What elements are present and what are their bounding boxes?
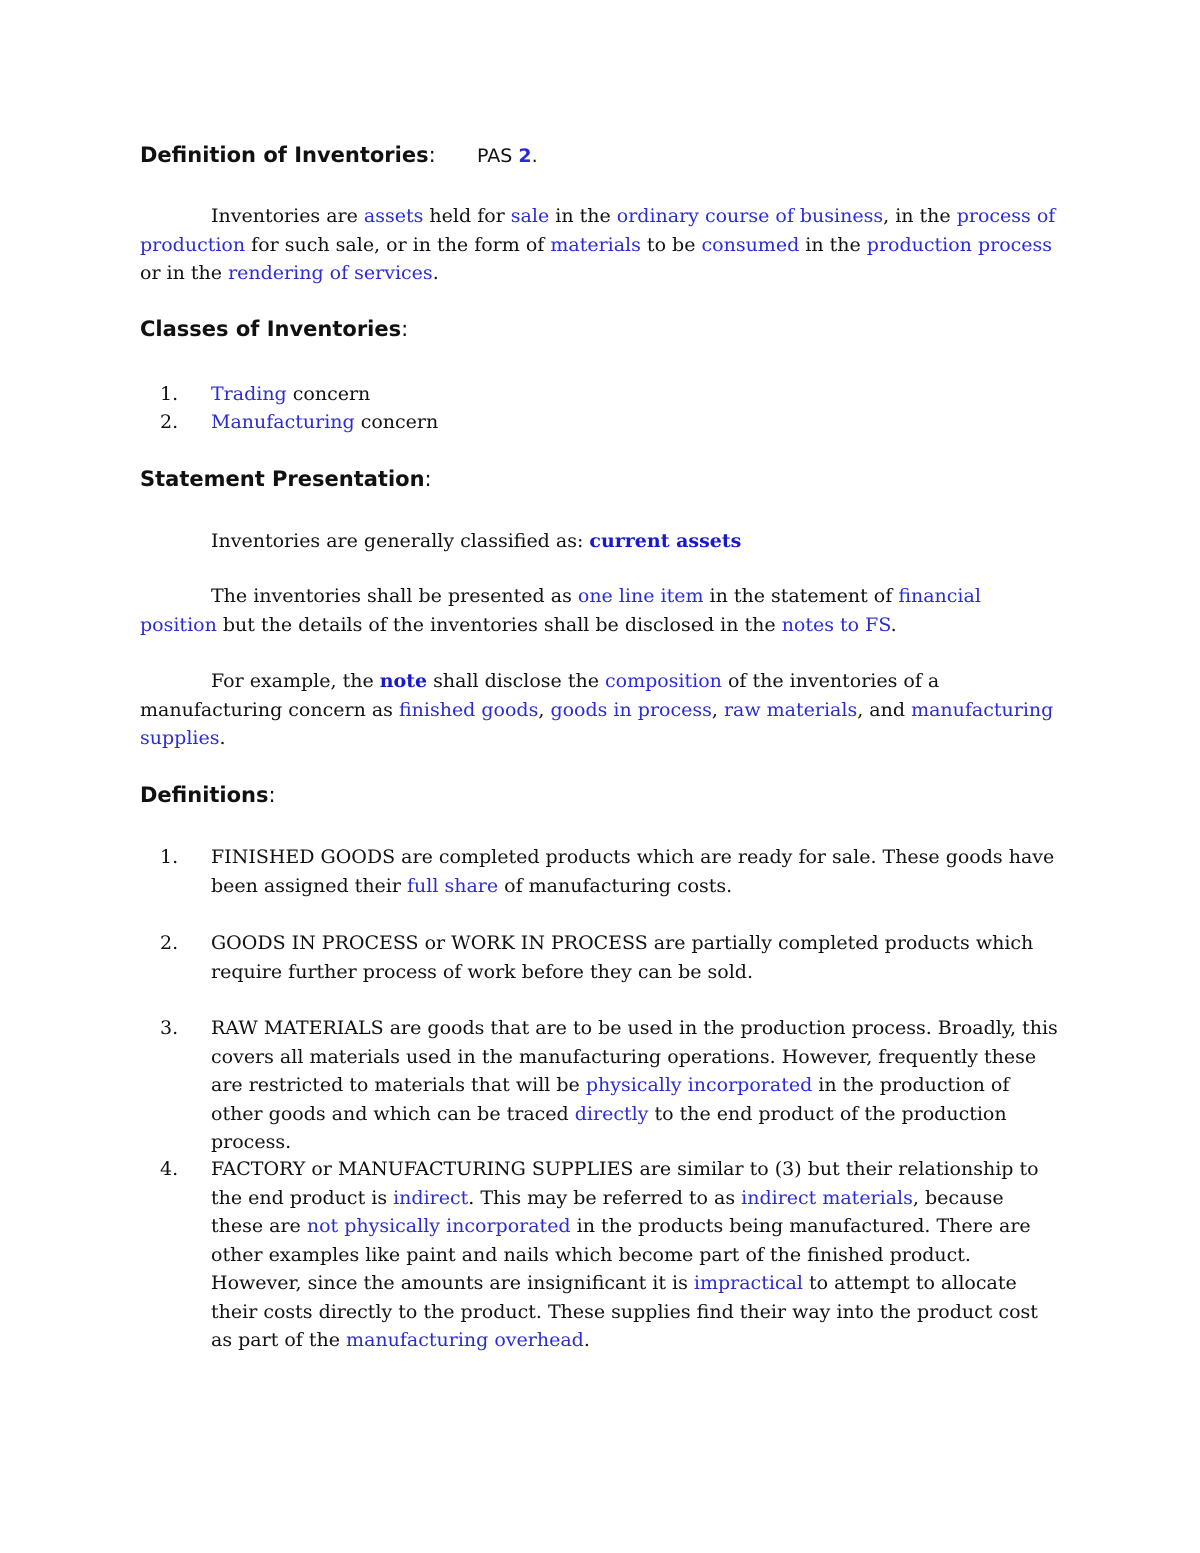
definition-text [211,1014,1061,1157]
heading-text: Classes of Inventories [140,317,402,341]
paragraph-presentation [140,582,1060,639]
list-number: 3. [160,1017,179,1039]
definition-text [211,929,1061,986]
text-run: in the [549,205,617,227]
highlighted-term: manufacturing overhead [346,1329,584,1351]
highlighted-term: manufacturing supplies [140,698,1054,749]
text-run: , in the [883,205,957,227]
text-run: The inventories shall be presented as [211,585,578,607]
text-run: in the statement of [703,585,899,607]
highlighted-term: consumed [701,233,800,256]
classification-value: current assets [589,530,742,552]
class-rest: concern [286,383,371,405]
text-run: to the end product of the production process. [211,1102,1007,1153]
highlighted-term: physically incorporated [585,1074,813,1096]
pas-number: 2 [518,145,532,167]
heading-definitions [140,783,276,807]
text-run: for such sale, or in the form of [245,233,551,256]
highlighted-term: materials [550,233,641,256]
highlighted-term: raw materials [723,698,858,721]
text-run: . [432,262,439,284]
highlighted-term: production process [866,233,1053,256]
definition-text [211,843,1061,900]
heading-definition-of-inventories [140,143,538,167]
text-run: . [890,613,897,636]
text-run: shall disclose the [427,670,605,692]
definition-text [211,1155,1061,1355]
text-run: , [711,698,724,721]
paragraph-example [140,667,1060,753]
highlighted-term: full share [407,874,499,897]
highlighted-term: goods in process [550,698,712,721]
list-number: 1. [160,383,179,405]
text-run: in the [799,233,867,256]
highlighted-term: impractical [693,1272,803,1294]
text-run: , [538,698,551,721]
highlighted-term: assets [363,205,424,227]
highlighted-term: sale [510,205,550,227]
list-number: 4. [160,1158,179,1180]
standard-reference [477,145,538,167]
text-run: . This may be referred to as [468,1186,742,1209]
highlighted-term: notes to FS [781,613,891,636]
text-run: of the inventories of a manufacturing concern as [140,670,940,721]
highlighted-term: indirect [393,1186,469,1209]
heading-colon: : [424,467,432,491]
text-run: GOODS IN PROCESS or WORK IN PROCESS are partially completed products which require further process of work before they can be sold. [211,932,1034,983]
highlighted-term: finished goods [398,698,539,721]
text-run: to be [640,233,702,256]
heading-text: Definition of Inventories [140,143,429,167]
heading-text: Definitions [140,783,269,807]
highlighted-term: one line item [577,585,704,607]
paragraph-definition [140,202,1060,288]
text-run: in the production of other goods and which can be traced [211,1074,1010,1125]
text-run: , because these are [211,1186,1004,1237]
list-text [211,380,1061,409]
class-rest: concern [354,411,439,433]
text-run: FINISHED GOODS are completed products which are ready for sale. These goods have been assigned their [211,846,1055,897]
class-term: Manufacturing [211,411,355,433]
text-run: For example, the [211,670,380,692]
emphasized-term: note [379,670,428,692]
class-term: Trading [211,383,287,405]
pas-period: . [531,145,538,167]
text-run: FACTORY or MANUFACTURING SUPPLIES are similar to (3) but their relationship to the end product is [211,1158,1039,1209]
highlighted-term: indirect materials [741,1186,913,1209]
highlighted-term: composition [604,670,722,692]
pas-label: PAS [477,145,513,167]
text-run: held for [423,205,511,227]
heading-classes-of-inventories [140,317,408,341]
highlighted-term: not physically incorporated [306,1215,571,1237]
highlighted-term: process of production [140,205,1056,256]
heading-statement-presentation [140,467,432,491]
text-run: . [219,727,226,749]
heading-colon: : [428,143,436,167]
list-number: 2. [160,932,179,954]
highlighted-term: financial position [140,585,981,636]
text-run: or in the [140,262,229,284]
list-number: 1. [160,846,179,868]
paragraph-classification [140,527,1060,556]
heading-text: Statement Presentation [140,467,425,491]
list-text [211,408,1061,437]
highlighted-term: directly [574,1102,649,1125]
text-run: of manufacturing costs. [498,874,733,897]
text-run: in the products being manufactured. There are other examples like paint and nails which become part of the finished product. However, since the amounts are insignificant it is [211,1215,1031,1294]
heading-colon: : [268,783,276,807]
heading-colon: : [401,317,409,341]
list-number: 2. [160,411,179,433]
classification-text: Inventories are generally classified as: [211,530,590,552]
text-run: , and [857,698,912,721]
text-run: . [583,1329,590,1351]
highlighted-term: rendering of services [228,262,433,284]
text-run: to attempt to allocate their costs directly to the product. These supplies find their way into the product cost as part of the [211,1272,1038,1351]
text-run: but the details of the inventories shall be disclosed in the [216,613,782,636]
text-run: RAW MATERIALS are goods that are to be used in the production process. Broadly, this covers all materials used in the manufacturing operations. However, frequently these are restricted to materials that will be [211,1017,1058,1096]
highlighted-term: ordinary course of business [616,205,884,227]
text-run: Inventories are [211,205,364,227]
